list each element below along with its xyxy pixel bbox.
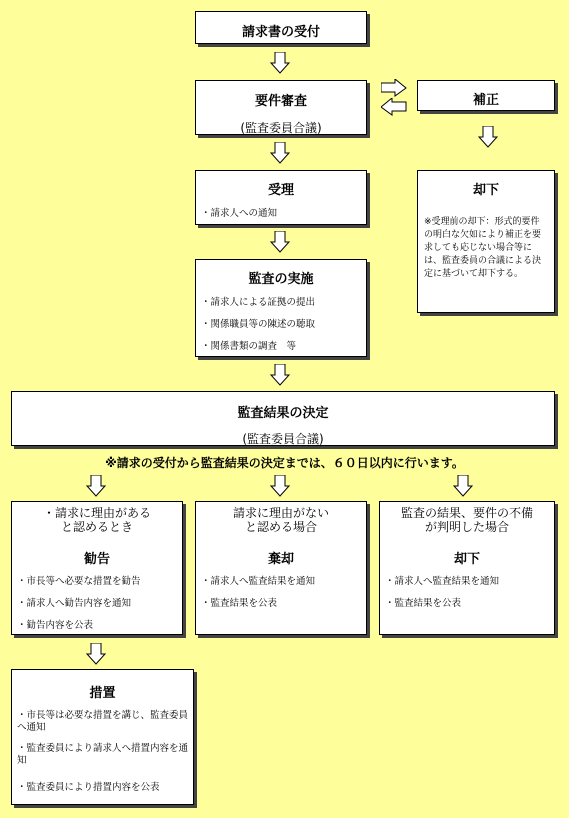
review-title: 要件審査: [254, 94, 307, 109]
rejection-note: ※受理前の却下：形式的要件の明白な欠如により補正を要求しても応じない場合等には、監査委員の合議による決定に基づいて却下する。: [424, 217, 542, 279]
dismiss-title: 棄却: [267, 552, 294, 567]
recommend-title: 勧告: [83, 552, 110, 567]
acceptance-title: 受理: [267, 183, 294, 198]
left-arrow-icon: [381, 98, 407, 116]
down-arrow-icon: [270, 364, 290, 386]
review-box: [195, 80, 367, 135]
requirement-reject-box: [379, 501, 555, 635]
review-subtitle: (監査委員合議): [240, 121, 322, 135]
down-arrow-icon: [270, 142, 290, 164]
recommend-condition: [12, 506, 182, 534]
rejection-title: 却下: [472, 183, 499, 198]
requirement-reject-item: ・請求人へ監査結果を通知: [385, 576, 500, 587]
recommend-box: [11, 501, 183, 635]
measures-item: ・市長等は必要な措置を講じ、監査委員へ通知: [17, 710, 189, 733]
dismiss-condition-line: 請求に理由がない: [232, 506, 329, 520]
rejection-box: [417, 170, 555, 313]
requirement-reject-condition-line: が判明した場合: [424, 520, 509, 534]
correction-title: 補正: [472, 93, 499, 108]
dismiss-condition-line: と認める場合: [244, 520, 317, 534]
dismiss-box: [195, 501, 367, 635]
requirement-reject-title: 却下: [453, 552, 480, 567]
recommend-condition-line: と認めるとき: [60, 520, 133, 534]
down-arrow-icon: [478, 126, 498, 148]
decision-box: [11, 391, 555, 446]
deadline-notice: ※請求の受付から監査結果の決定までは、６０日以内に行います。: [105, 456, 464, 470]
dismiss-item: ・請求人へ監査結果を通知: [201, 576, 316, 587]
recommend-item: ・市長等へ必要な措置を勧告: [17, 576, 141, 587]
audit-item: ・関係職員等の陳述の聴取: [201, 319, 316, 330]
down-arrow-icon: [270, 52, 290, 74]
requirement-reject-condition-line: 監査の結果、要件の不備: [400, 506, 533, 520]
measures-item: ・監査委員により措置内容を公表: [17, 782, 160, 793]
down-arrow-icon: [270, 231, 290, 253]
acceptance-box: [195, 170, 367, 225]
down-arrow-icon: [86, 475, 106, 497]
recommend-condition-line: ・請求に理由がある: [42, 506, 151, 520]
audit-box: [195, 259, 367, 357]
measures-box: [11, 669, 194, 805]
down-arrow-icon: [86, 643, 106, 665]
requirement-reject-item: ・監査結果を公表: [385, 598, 462, 609]
recommend-item: ・勧告内容を公表: [17, 620, 94, 631]
receipt-title: 請求書の受付: [241, 25, 320, 40]
dismiss-condition: [196, 506, 366, 534]
receipt-box: [195, 11, 367, 44]
recommend-item: ・請求人へ勧告内容を通知: [17, 598, 132, 609]
decision-title: 監査結果の決定: [237, 406, 329, 421]
right-arrow-icon: [381, 79, 407, 97]
acceptance-item: ・請求人への通知: [201, 208, 278, 219]
down-arrow-icon: [270, 475, 290, 497]
audit-item: ・請求人による証拠の提出: [201, 297, 316, 308]
measures-item: ・監査委員により請求人へ措置内容を通知: [17, 743, 189, 766]
requirement-reject-condition: [380, 506, 554, 534]
correction-box: [417, 80, 555, 111]
audit-title: 監査の実施: [248, 272, 314, 287]
audit-item: ・関係書類の調査 等: [201, 341, 297, 352]
down-arrow-icon: [453, 475, 473, 497]
dismiss-item: ・監査結果を公表: [201, 598, 278, 609]
decision-subtitle: (監査委員合議): [242, 432, 324, 446]
measures-title: 措置: [89, 686, 116, 701]
